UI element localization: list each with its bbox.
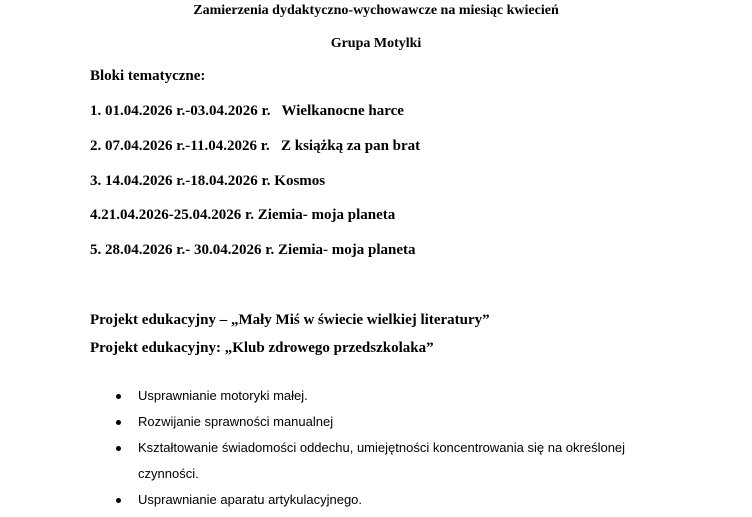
- project-item-2: Projekt edukacyjny: „Klub zdrowego przedszkolaka”: [90, 340, 434, 356]
- block-item-4: 4.21.04.2026-25.04.2026 r. Ziemia- moja planeta: [90, 207, 396, 223]
- block-item-1: 1. 01.04.2026 r.-03.04.2026 r. Wielkanocne harce: [90, 103, 404, 119]
- goal-text: Usprawnianie aparatu artykulacyjnego.: [138, 492, 363, 507]
- bullet-icon: [116, 394, 121, 399]
- document-title: Zamierzenia dydaktyczno-wychowawcze na miesiąc kwiecień: [193, 3, 559, 18]
- bullet-icon: [116, 446, 121, 451]
- project-item-1: Projekt edukacyjny – „Mały Miś w świecie wielkiej literatury”: [90, 312, 490, 328]
- bullet-icon: [116, 498, 121, 503]
- goal-text-continuation: czynności.: [138, 466, 199, 481]
- block-item-2: 2. 07.04.2026 r.-11.04.2026 r. Z książką za pan brat: [90, 138, 421, 154]
- goal-text: Usprawnianie motoryki małej.: [138, 388, 308, 403]
- blocks-heading: Bloki tematyczne:: [90, 68, 206, 84]
- goal-text: Kształtowanie świadomości oddechu, umiejętności koncentrowania się na określonej: [138, 440, 626, 455]
- block-item-5: 5. 28.04.2026 r.- 30.04.2026 r. Ziemia- moja planeta: [90, 242, 416, 258]
- goal-text: Rozwijanie sprawności manualnej: [138, 414, 334, 429]
- group-name: Grupa Motylki: [330, 36, 422, 51]
- block-item-3: 3. 14.04.2026 r.-18.04.2026 r. Kosmos: [90, 173, 326, 189]
- bullet-icon: [116, 420, 121, 425]
